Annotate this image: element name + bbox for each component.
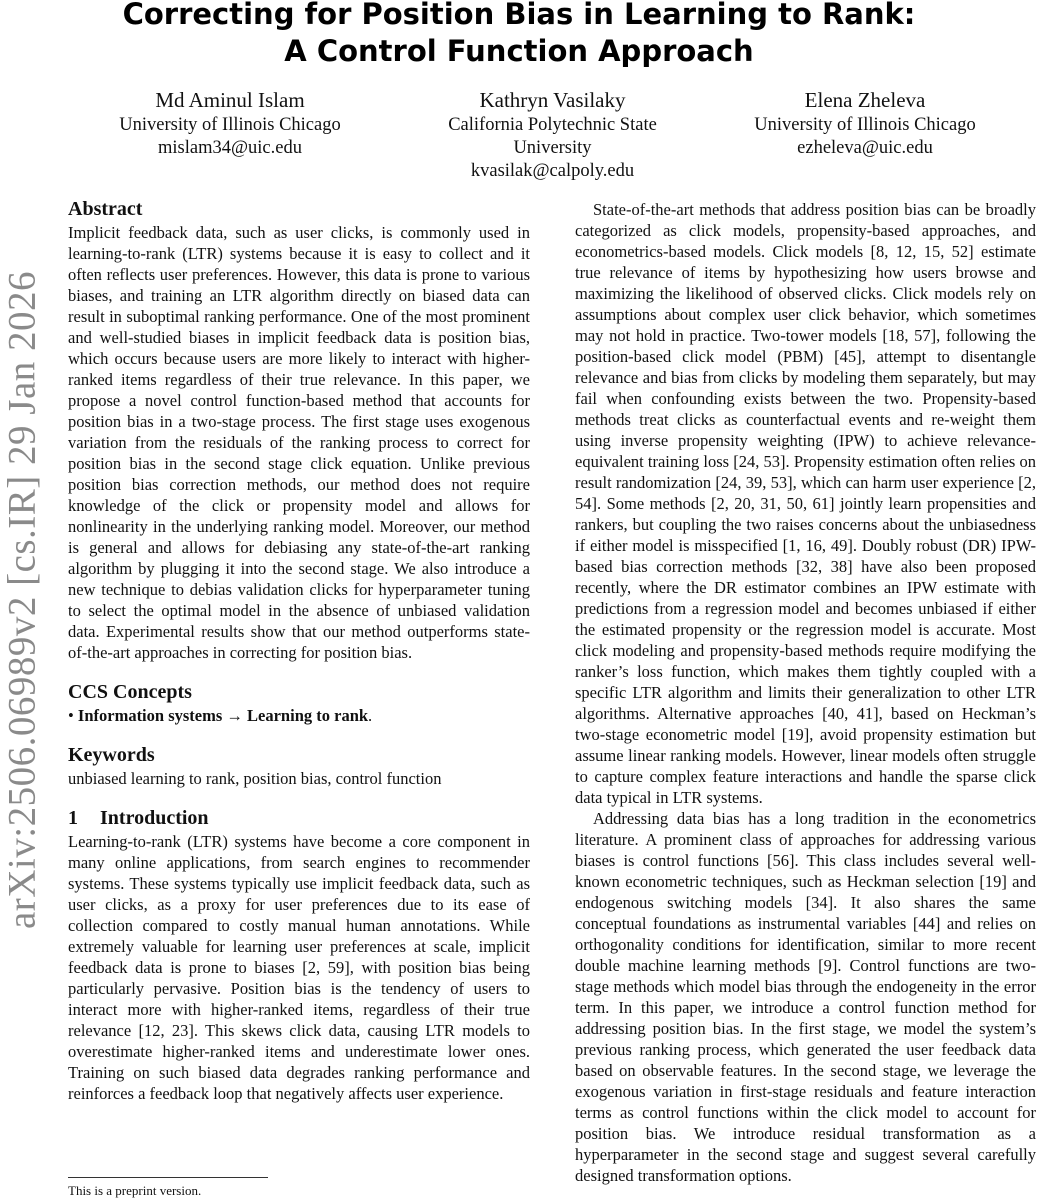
ccs-period: . xyxy=(368,706,373,725)
paper-title xyxy=(0,0,1038,70)
footnote: This is a preprint version. xyxy=(68,1183,202,1198)
author-2 xyxy=(395,86,710,183)
section-number: 1 xyxy=(68,807,78,829)
author-1 xyxy=(60,86,400,160)
abstract-heading: Abstract xyxy=(68,198,143,220)
author-affiliation: University of Illinois Chicago xyxy=(119,115,341,135)
author-email: kvasilak@calpoly.edu xyxy=(470,161,635,181)
arxiv-id: arXiv:2506.06989v2 [cs.IR] 29 Jan 2026 xyxy=(0,270,44,930)
left-column xyxy=(68,196,530,1104)
ccs-term-2: Learning to rank xyxy=(247,706,369,725)
footnote-rule xyxy=(68,1177,268,1178)
ccs-arrow: → xyxy=(222,706,248,725)
author-affiliation: University of Illinois Chicago xyxy=(754,115,976,135)
ccs-concepts xyxy=(68,705,530,726)
title-line-1: Correcting for Position Bias in Learning to Rank: xyxy=(122,0,916,31)
author-name: Elena Zheleva xyxy=(804,88,926,112)
author-name: Kathryn Vasilaky xyxy=(479,88,626,112)
intro-paragraph-1: Learning-to-rank (LTR) systems have become a core component in many online applications, from search engines to recommender systems. These systems typically use implicit feedback data, such as user clicks, as a proxy for user preferences due to its ease of collection compared to costly manual human annotations. While extremely valuable for learning user preferences at scale, implicit feedback data is prone to biases [2, 59], with position bias being particularly pervasive. Position bias is the tendency of users to interact more with higher-ranked items, regardless of their true relevance [12, 23]. This skews click data, causing LTR models to overestimate higher-ranked items and underestimate lower ones. Training on such biased data degrades ranking performance and reinforces a feedback loop that negatively affects user experience. xyxy=(68,832,530,1103)
section-title: Introduction xyxy=(100,807,209,829)
intro-heading xyxy=(68,805,530,831)
abstract-text: Implicit feedback data, such as user clicks, is commonly used in learning-to-rank (LTR) systems because it is easy to collect and it often reflects user preferences. However, this data is prone to various biases, and training an LTR algorithm directly on biased data can result in suboptimal ranking performance. One of the most prominent and well-studied biases in implicit feedback data is position bias, which occurs because users are more likely to interact with higher-ranked items regardless of their true relevance. In this paper, we propose a novel control function-based method that accounts for position bias in a two-stage process. The first stage uses exogenous variation from the residuals of the ranking process to correct for position bias in the second stage click equation. Unlike previous position bias correction methods, our method does not require knowledge of the click or propensity model and allows for nonlinearity in the underlying ranking model. Moreover, our method is general and allows for debiasing any state-of-the-art ranking algorithm by plugging it into the second stage. We also introduce a new technique to debias validation clicks for hyperparameter tuning to select the optimal model in the absence of unbiased validation data. Experimental results show that our method outperforms state-of-the-art approaches in correcting for position bias. xyxy=(68,223,530,662)
arxiv-sidebar-stamp xyxy=(0,250,44,950)
keywords-heading: Keywords xyxy=(68,744,155,766)
related-work-paragraph: State-of-the-art methods that address position bias can be broadly categorized as click models, propensity-based approaches, and econometrics-based models. Click models [8, 12, 15, 52] estimate true relevance of items by hypothesizing how users browse and maximizing the likelihood of observed clicks. Click models rely on assumptions about complex user click behavior, which sometimes may not hold in practice. Two-tower models [18, 57], following the position-based click model (PBM) [45], attempt to disentangle relevance and bias from clicks by modeling them separately, but may fail when confounding exists between the two. Propensity-based methods treat clicks as counterfactual events and re-weight them using inverse propensity weighting (IPW) to achieve relevance-equivalent training loss [24, 53]. Propensity estimation often relies on result randomization [24, 39, 53], which can harm user experience [2, 54]. Some methods [2, 20, 31, 50, 61] jointly learn propensities and rankers, but coupling the two raises concerns about the unbiasedness if either model is misspecified [1, 16, 49]. Doubly robust (DR) IPW-based bias correction methods [32, 38] have also been proposed recently, where the DR estimator combines an IPW estimate with predictions from a regression model and becomes unbiased if either the estimated propensity or the regression model is accurate. Most click modeling and propensity-based methods require modifying the ranker’s loss function, which makes them tightly coupled with a specific LTR algorithm and limits their generalization to other LTR algorithms. Alternative approaches [40, 41], based on Heckman’s two-stage econometric model [19], avoid propensity estimation but assume linear ranking models. However, linear models often struggle to capture complex feature interactions and handle the sparse click data typical in LTR systems. xyxy=(575,200,1036,807)
author-affiliation: California Polytechnic State xyxy=(448,115,657,135)
keywords-text: unbiased learning to rank, position bias, control function xyxy=(68,769,442,788)
author-3 xyxy=(710,86,1020,160)
control-function-paragraph: Addressing data bias has a long tradition in the econometrics literature. A prominent class of approaches for addressing various biases is control functions [56]. This class includes several well-known econometric techniques, such as Heckman selection [19] and endogenous switching models [34]. It also shares the same conceptual foundations as instrumental variables [44] and relies on orthogonality conditions for identification, similar to more recent double machine learning methods [9]. Control functions are two-stage methods which model bias through the endogeneity in the error term. In this paper, we introduce a control function method for addressing position bias. In the first stage, we model the system’s previous ranking process, which generated the user feedback data based on observable features. In the second stage, we leverage the exogenous variation in first-stage residuals and feature interaction terms as control functions within the click model to account for position bias. We introduce residual transformation as a hyperparameter in the second stage and suggest several carefully designed transformation options. xyxy=(575,809,1036,1185)
right-column xyxy=(575,199,1036,1186)
author-email: mislam34@uic.edu xyxy=(158,138,302,158)
author-affiliation-cont: University xyxy=(513,138,592,158)
title-line-2: A Control Function Approach xyxy=(284,34,754,68)
author-name: Md Aminul Islam xyxy=(155,88,305,112)
ccs-heading: CCS Concepts xyxy=(68,681,192,703)
ccs-term-1: Information systems xyxy=(77,706,223,725)
author-email: ezheleva@uic.edu xyxy=(797,138,933,158)
ccs-bullet: • xyxy=(68,706,74,725)
